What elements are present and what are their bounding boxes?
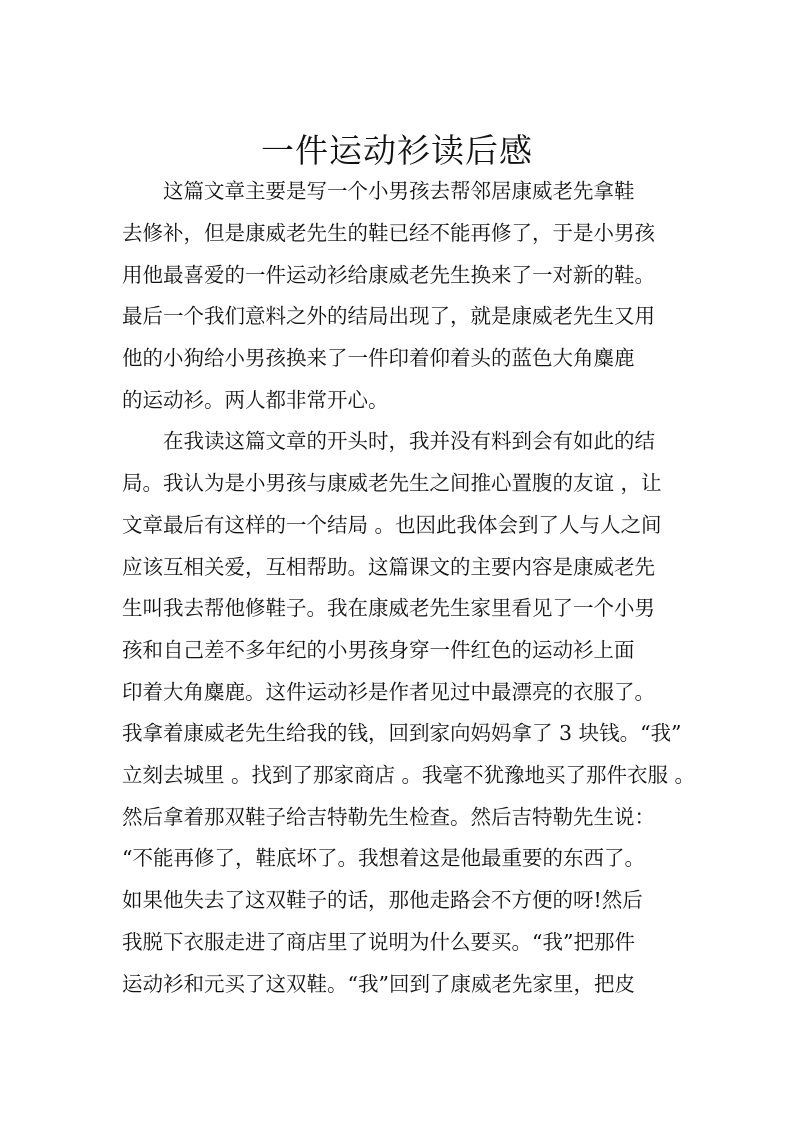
text-line: 我脱下衣服走进了商店里了说明为什么要买。“我”把那件 [122,930,635,954]
text-line: 应该互相关爱，互相帮助。这篇课文的主要内容是康威老先 [122,555,655,579]
text-line: 这篇文章主要是写一个小男孩去帮邻居康威老先拿鞋 [122,179,635,203]
text-line: 运动衫和元买了这双鞋。“我”回到了康威老先家里，把皮 [122,972,635,996]
text-line: 的运动衫。两人都非常开心。 [122,388,389,412]
text-line: 最后一个我们意料之外的结局出现了，就是康威老先生又用 [122,304,655,328]
text-line: 印着大角麋鹿。这件运动衫是作者见过中最漂亮的衣服了。 [122,680,655,704]
text-line: “不能再修了，鞋底坏了。我想着这是他最重要的东西了。 [122,846,645,870]
text-line: 如果他失去了这双鞋子的话，那他走路会不方便的呀!然后 [122,888,643,912]
text-line: 用他最喜爱的一件运动衫给康威老先生换来了一对新的鞋。 [122,263,655,287]
text-line: 生叫我去帮他修鞋子。我在康威老先生家里看见了一个小男 [122,596,655,620]
text-line: 去修补，但是康威老先生的鞋已经不能再修了，于是小男孩 [122,221,655,245]
document-title: 一件运动衫读后感 [261,131,533,171]
text-line: 文章最后有这样的一个结局 。也因此我体会到了人与人之间 [122,513,662,537]
text-line: 然后拿着那双鞋子给吉特勒先生检查。然后吉特勒先生说： [122,805,655,829]
text-line: 我拿着康威老先生给我的钱，回到家向妈妈拿了 3 块钱。“我” [122,721,682,745]
text-line: 立刻去城里 。找到了那家商店 。我毫不犹豫地买了那件衣服 。 [122,763,696,787]
text-line: 孩和自己差不多年纪的小男孩身穿一件红色的运动衫上面 [122,638,635,662]
text-line: 局。我认为是小男孩与康威老先生之间推心置腹的友谊 ，让 [122,471,662,495]
text-line: 他的小狗给小男孩换来了一件印着仰着头的蓝色大角麋鹿 [122,346,635,370]
text-line: 在我读这篇文章的开头时，我并没有料到会有如此的结 [122,429,655,453]
